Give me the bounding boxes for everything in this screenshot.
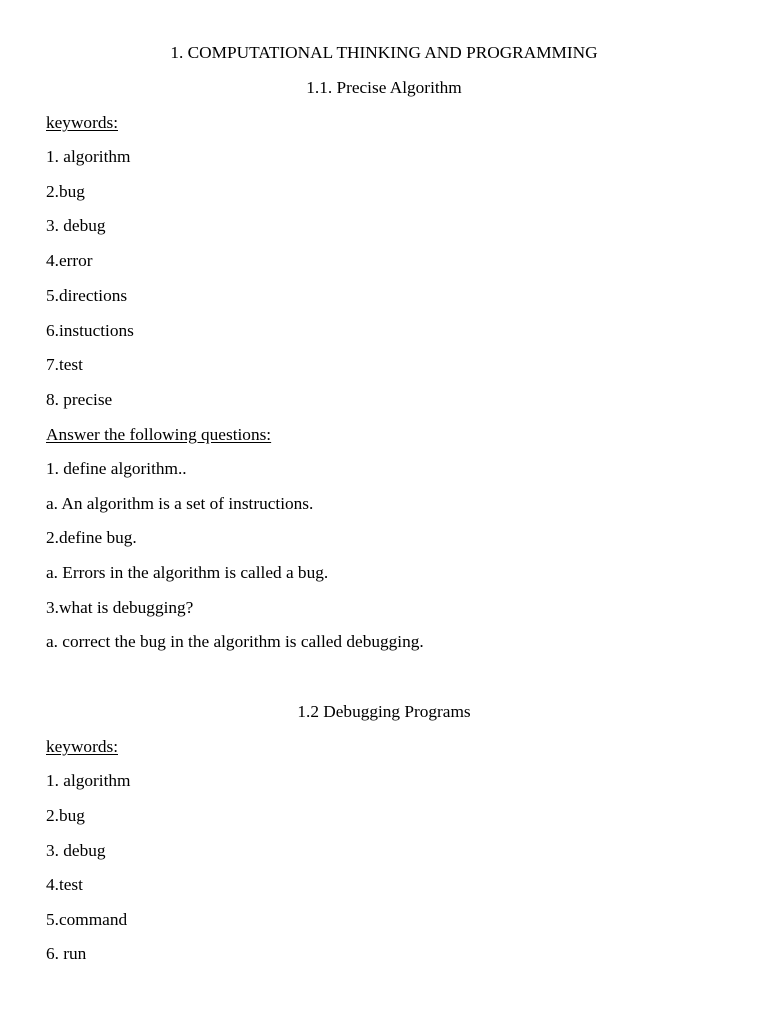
keyword-item: 7.test (46, 355, 83, 374)
keywords-label: keywords: (46, 113, 118, 132)
document-title: 1. COMPUTATIONAL THINKING AND PROGRAMMING (170, 43, 598, 62)
keyword-item: 5.command (46, 910, 128, 929)
keyword-item: 8. precise (46, 390, 113, 409)
question: 3.what is debugging? (46, 598, 194, 617)
keyword-item: 4.error (46, 251, 93, 270)
keyword-item: 4.test (46, 875, 83, 894)
section-heading-debugging-programs: 1.2 Debugging Programs (297, 702, 471, 721)
answer: a. correct the bug in the algorithm is called debugging. (46, 632, 424, 651)
answer: a. An algorithm is a set of instructions. (46, 494, 314, 513)
keyword-item: 1. algorithm (46, 147, 131, 166)
keyword-item: 1. algorithm (46, 771, 131, 790)
keyword-item: 3. debug (46, 216, 106, 235)
questions-label: Answer the following questions: (46, 425, 272, 444)
keyword-item: 6.instuctions (46, 321, 134, 340)
answer: a. Errors in the algorithm is called a bug. (46, 563, 329, 582)
keyword-item: 6. run (46, 944, 87, 963)
keyword-item: 3. debug (46, 841, 106, 860)
keyword-item: 2.bug (46, 806, 85, 825)
question: 1. define algorithm.. (46, 459, 187, 478)
keyword-item: 2.bug (46, 182, 85, 201)
keywords-label: keywords: (46, 737, 118, 756)
keyword-item: 5.directions (46, 286, 128, 305)
question: 2.define bug. (46, 528, 137, 547)
section-heading-precise-algorithm: 1.1. Precise Algorithm (306, 78, 462, 97)
